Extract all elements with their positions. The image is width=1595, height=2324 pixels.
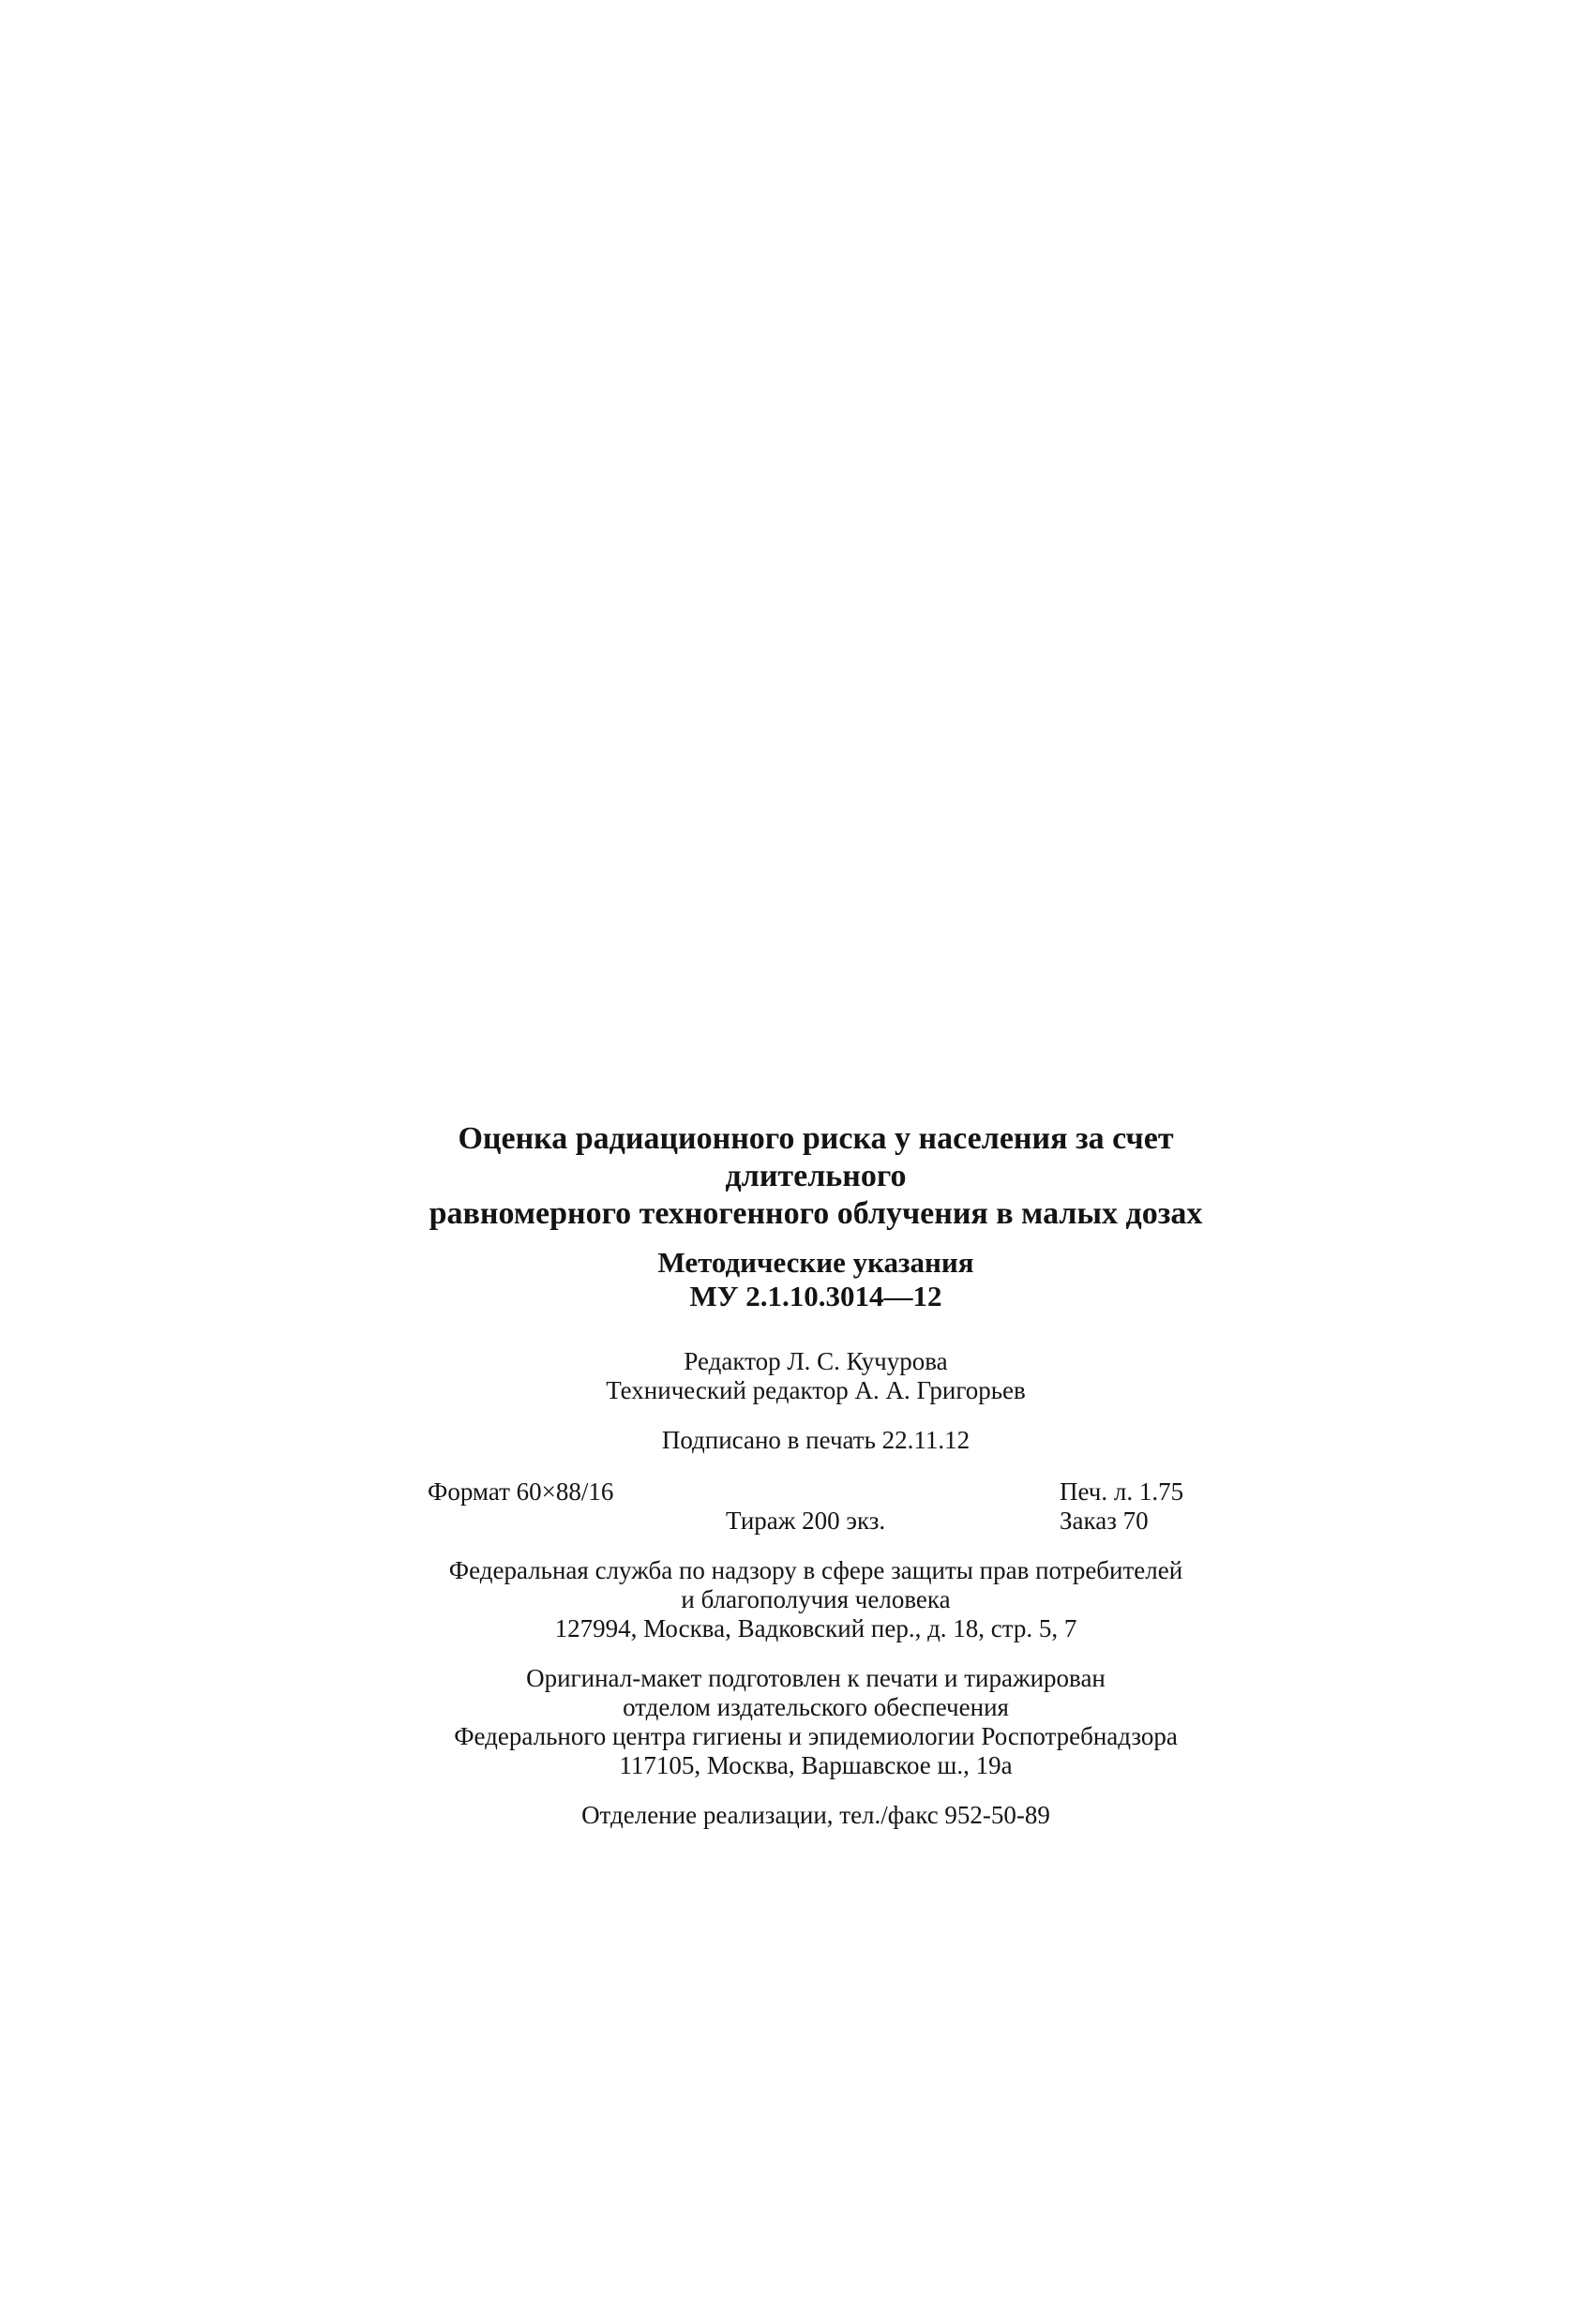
signed-date: Подписано в печать 22.11.12 <box>661 1426 971 1454</box>
order-spec: Заказ 70 <box>1060 1507 1149 1535</box>
document-type: Методические указания <box>657 1246 974 1279</box>
format-spec: Формат 60×88/16 <box>428 1477 614 1506</box>
document-code: МУ 2.1.10.3014—12 <box>689 1280 942 1312</box>
document-title-line-1: Оценка радиационного риска у населения за счет длительного <box>458 1121 1174 1193</box>
printer-address: 117105, Москва, Варшавское ш., 19а <box>619 1751 1013 1779</box>
publisher-line-1: Федеральная служба по надзору в сфере защиты прав потребителей <box>448 1556 1183 1584</box>
print-specs <box>413 1477 1219 1536</box>
printer-line-2: отделом издательского обеспечения <box>623 1693 1009 1721</box>
document-title-line-2: равномерного техногенного облучения в малых дозах <box>429 1196 1203 1231</box>
printer-line-1: Оригинал-макет подготовлен к печати и тиражирован <box>526 1664 1106 1692</box>
sheets-spec: Печ. л. 1.75 <box>1060 1477 1184 1506</box>
tech-editor-credit: Технический редактор А. А. Григорьев <box>606 1376 1026 1404</box>
credits-block <box>403 1347 1228 1405</box>
imprint-block <box>403 1120 1228 1830</box>
publisher-address: 127994, Москва, Вадковский пер., д. 18, стр. 5, 7 <box>554 1614 1077 1642</box>
sales-contact: Отделение реализации, тел./факс 952-50-89 <box>581 1801 1050 1829</box>
publisher-block <box>403 1556 1228 1643</box>
publisher-line-2: и благополучия человека <box>681 1585 951 1613</box>
printer-line-3: Федерального центра гигиены и эпидемиологии Роспотребнадзора <box>454 1722 1178 1750</box>
editor-credit: Редактор Л. С. Кучурова <box>684 1347 948 1375</box>
print-run-spec: Тираж 200 экз. <box>726 1507 886 1535</box>
printer-block <box>403 1664 1228 1780</box>
